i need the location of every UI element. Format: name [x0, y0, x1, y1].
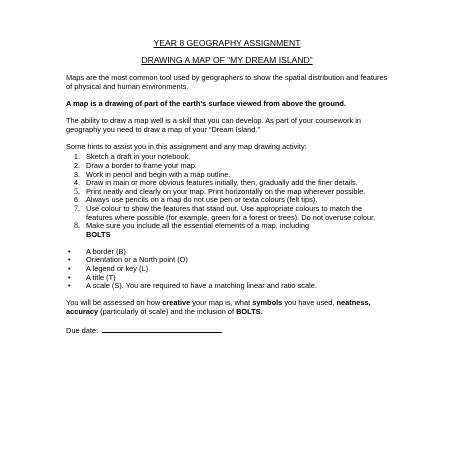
bolts-emphasis: BOLTS — [86, 229, 111, 239]
list-item-text: Draw in main or more obvious features initially, then, gradually add the finer details. — [86, 178, 358, 188]
bullet-icon: • — [68, 281, 71, 291]
list-item-text: A border (B) — [86, 246, 126, 256]
bullet-icon: • — [68, 264, 71, 274]
list-number: 7. — [74, 203, 80, 213]
assessment-emphasis: creative — [162, 298, 191, 308]
list-item — [66, 222, 388, 239]
list-item-text: Work in pencil and begin with a map outline. — [86, 169, 231, 179]
assessment-emphasis: symbols — [252, 298, 283, 308]
list-item-text: Print neatly and clearly on your map. Print horizontally on the map wherever possible. — [86, 186, 366, 196]
bullet-icon: • — [68, 255, 71, 265]
page-title: YEAR 8 GEOGRAPHY ASSIGNMENT — [153, 38, 301, 48]
list-number: 1. — [73, 152, 80, 162]
list-number: 2. — [73, 160, 80, 170]
list-item-text: A scale (S). You are required to have a matching linear and ratio scale. — [86, 281, 317, 291]
definition-paragraph: A map is a drawing of part of the earth's surface viewed from above the ground. — [66, 98, 346, 108]
assessment-text: you have used, — [282, 298, 337, 308]
list-item-text: Draw a border to frame your map. — [86, 160, 197, 170]
ability-paragraph: The ability to draw a map well is a skill that you can develop. As part of your coursework in geography you need to draw a map of your “Dream Island.” — [66, 115, 361, 134]
due-date-row — [66, 325, 388, 336]
bolts-list — [66, 248, 388, 291]
list-number: 8. — [74, 221, 80, 231]
intro-paragraph: Maps are the most common tool used by geographers to show the spatial distribution and features of physical and human environments. — [66, 73, 388, 91]
assignment-page — [66, 38, 388, 344]
list-number: 5. — [74, 186, 80, 196]
assessment-emphasis: neatness, accuracy — [66, 298, 371, 317]
list-item-text: Orientation or a North point (O) — [86, 255, 188, 265]
list-item-text: A legend or key (L) — [86, 264, 149, 274]
assessment-text: your map is, what — [190, 298, 253, 308]
list-item-text: Sketch a draft in your notebook. — [86, 152, 191, 162]
list-item-text: A title (T) — [86, 272, 116, 282]
list-item-text-main: Make sure you include all the essential elements of a map, including — [86, 221, 310, 231]
list-item — [66, 205, 388, 222]
list-number: 3. — [73, 169, 80, 179]
assessment-emphasis: BOLTS. — [236, 307, 263, 317]
assessment-paragraph — [66, 299, 388, 316]
list-number: 6. — [73, 195, 80, 205]
assessment-text: (particularly of scale) and the inclusion of — [98, 307, 237, 317]
hints-list — [66, 153, 388, 239]
page-subtitle: DRAWING A MAP OF “MY DREAM ISLAND” — [141, 55, 313, 65]
list-item-text: Use colour to show the features that stand out. Use appropriate colours to match the features where possible (for example, green for a forest or trees). Do not overuse colour. — [86, 203, 376, 222]
list-item — [66, 282, 388, 291]
list-item-text — [86, 222, 309, 239]
bullet-icon: • — [68, 246, 71, 256]
due-date-field[interactable] — [102, 325, 222, 333]
list-number: 4. — [73, 178, 80, 188]
list-item-text: Always use pencils on a map do not use pen or texta colours (felt tips). — [86, 195, 318, 205]
assessment-text: You will be assessed on how — [66, 298, 163, 308]
due-date-label: Due date: — [66, 326, 99, 336]
bullet-icon: • — [68, 272, 71, 282]
hints-intro: Some hints to assist you in this assignment and any map drawing activity: — [66, 141, 307, 151]
